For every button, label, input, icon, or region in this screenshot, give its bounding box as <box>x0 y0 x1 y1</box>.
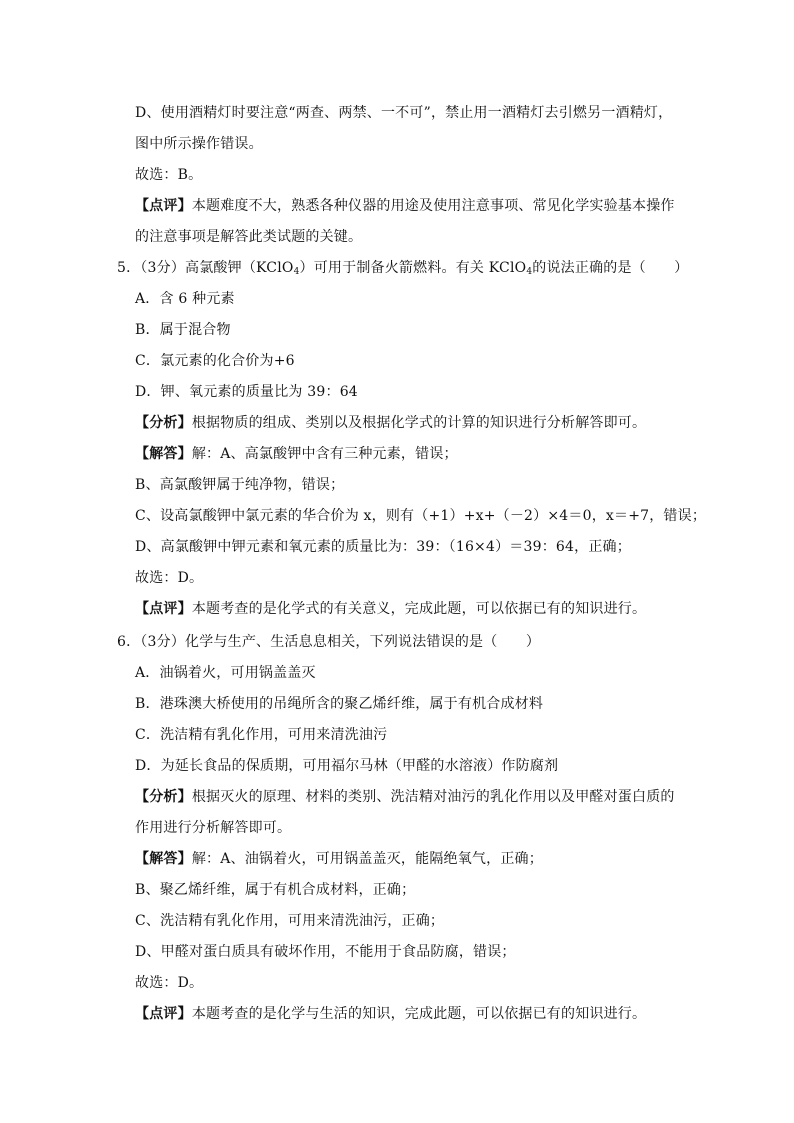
solution-text: 解：A、油锅着火，可用锅盖盖灭，能隔绝氧气，正确； <box>191 851 543 867</box>
q5-stem-part1: 5．（3分）高氯酸钾（KClO <box>117 260 294 276</box>
q5-stem-part3: 的说法正确的是（ ） <box>532 260 689 276</box>
q6-analysis-line2: 作用进行分析解答即可。 <box>135 820 292 836</box>
prev-option-d-explanation-line2: 图中所示操作错误。 <box>135 136 263 152</box>
q5-comment <box>135 599 646 619</box>
q5-stem <box>117 258 688 278</box>
comment-text: 本题考查的是化学式的有关意义，完成此题，可以依据已有的知识进行。 <box>191 601 647 617</box>
q6-solution <box>135 849 543 869</box>
comment-text: 本题难度不大，熟悉各种仪器的用途及使用注意事项、常见化学实验基本操作 <box>191 198 675 214</box>
q6-option-d: D．为延长食品的保质期，可用福尔马林（甲醛的水溶液）作防腐剂 <box>135 758 559 774</box>
q6-analysis <box>135 787 675 807</box>
q5-analysis <box>135 413 646 433</box>
q5-solution <box>135 444 458 464</box>
q5-option-a: A．含 6 种元素 <box>135 291 235 307</box>
comment-text: 本题考查的是化学与生活的知识，完成此题，可以依据已有的知识进行。 <box>191 1006 647 1022</box>
q5-subscript-1: 4 <box>293 267 300 277</box>
prev-comment <box>135 196 675 216</box>
analysis-tag: 【分析】 <box>135 789 192 805</box>
q6-solution-c: C、洗洁精有乳化作用，可用来清洗油污，正确； <box>135 913 445 929</box>
prev-comment-line2: 的注意事项是解答此类试题的关键。 <box>135 229 363 245</box>
q5-option-c: C．氯元素的化合价为+6 <box>135 353 295 369</box>
q5-answer: 故选：D。 <box>135 570 204 586</box>
q6-answer: 故选：D。 <box>135 975 204 991</box>
solution-tag: 【解答】 <box>135 851 192 867</box>
q6-comment <box>135 1004 646 1024</box>
q5-stem-part2: ）可用于制备火箭燃料。有关 KClO <box>299 260 527 276</box>
q6-stem: 6．（3分）化学与生产、生活息息相关，下列说法错误的是（ ） <box>117 634 541 650</box>
analysis-text: 根据物质的组成、类别以及根据化学式的计算的知识进行分析解答即可。 <box>191 415 647 431</box>
prev-answer: 故选：B。 <box>135 167 203 183</box>
prev-option-d-explanation-line1: D、使用酒精灯时要注意“两查、两禁、一不可”，禁止用一酒精灯去引燃另一酒精灯， <box>135 105 673 121</box>
q6-solution-d: D、甲醛对蛋白质具有破坏作用，不能用于食品防腐，错误； <box>135 944 516 960</box>
q5-solution-b: B、高氯酸钾属于纯净物，错误； <box>135 477 345 493</box>
q5-subscript-2: 4 <box>526 267 533 277</box>
comment-tag: 【点评】 <box>135 601 192 617</box>
comment-tag: 【点评】 <box>135 1006 192 1022</box>
analysis-text: 根据灭火的原理、材料的类别、洗洁精对油污的乳化作用以及甲醛对蛋白质的 <box>191 789 675 805</box>
comment-tag: 【点评】 <box>135 198 192 214</box>
solution-tag: 【解答】 <box>135 446 192 462</box>
solution-text: 解：A、高氯酸钾中含有三种元素，错误； <box>191 446 458 462</box>
q6-option-b: B．港珠澳大桥使用的吊绳所含的聚乙烯纤维，属于有机合成材料 <box>135 696 544 712</box>
q6-option-c: C．洗洁精有乳化作用，可用来清洗油污 <box>135 727 388 743</box>
q5-solution-d: D、高氯酸钾中钾元素和氧元素的质量比为：39：（16×4）＝39：64，正确； <box>135 539 631 555</box>
q5-option-d: D．钾、氧元素的质量比为 39：64 <box>135 384 358 400</box>
q5-option-b: B．属于混合物 <box>135 322 231 338</box>
q6-solution-b: B、聚乙烯纤维，属于有机合成材料，正确； <box>135 882 416 898</box>
q6-option-a: A．油锅着火，可用锅盖盖灭 <box>135 665 316 681</box>
q5-solution-c: C、设高氯酸钾中氯元素的华合价为 x，则有（+1）+x+（－2）×4＝0，x＝+7，错误； <box>135 508 707 524</box>
analysis-tag: 【分析】 <box>135 415 192 431</box>
